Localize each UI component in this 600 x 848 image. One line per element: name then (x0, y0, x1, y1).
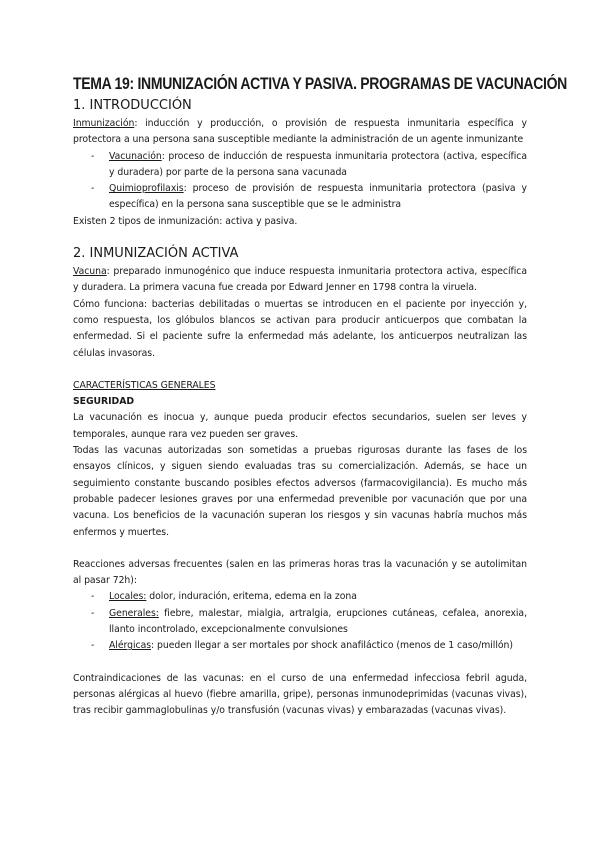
caracteristicas-generales-heading: CARACTERÍSTICAS GENERALES (73, 379, 216, 391)
list-item-quimioprofilaxis (73, 181, 527, 214)
document-title: TEMA 19: INMUNIZACIÓN ACTIVA Y PASIVA. PROGRAMAS DE VACUNACIÓN (73, 75, 568, 93)
document-page (73, 72, 568, 720)
seguridad-heading: SEGURIDAD (73, 396, 135, 408)
inmunizacion-types-list (73, 149, 527, 214)
reacciones-list (73, 589, 527, 654)
intro-closing: Existen 2 tipos de inmunización: activa y pasiva. (73, 215, 298, 227)
inmunizacion-definition (73, 116, 527, 149)
list-item-alergicas (73, 638, 527, 654)
quimioprofilaxis-text: : proceso de provisión de respuesta inmunitaria protectora (pasiva y específica) en la persona sana susceptible que se le administra (109, 183, 527, 211)
vacunacion-text: : proceso de inducción de respuesta inmunitaria protectora (activa, específica y duradera) por parte de la persona sana vacunada (109, 150, 527, 178)
reacciones-intro: Reacciones adversas frecuentes (salen en las primeras horas tras la vacunación y se autolimitan al pasar 72h): (73, 558, 527, 587)
vacunacion-term: Vacunación (109, 150, 162, 162)
vacuna-term: Vacuna (73, 266, 107, 278)
dash-bullet: - (91, 183, 95, 195)
inmunizacion-text: : inducción y producción, o provisión de respuesta inmunitaria específica y protectora a una persona sana susceptible mediante la administración de un agente inmunizante (73, 118, 527, 146)
generales-term: Generales: (109, 607, 159, 619)
section-heading-inmunizacion-activa: 2. INMUNIZACIÓN ACTIVA (73, 246, 239, 262)
alergicas-text: : pueden llegar a ser mortales por shock anafiláctico (menos de 1 caso/millón) (151, 640, 513, 652)
como-funciona-paragraph: Cómo funciona: bacterias debilitadas o muertas se introducen en el paciente por inyección y, como respuesta, los glóbulos blancos se activan para producir anticuerpos que combatan la enfermedad. Si el paciente sufre la enfermedad más adelante, los anticuerpos neutralizan las células invasoras. (73, 298, 527, 359)
alergicas-term: Alérgicas (109, 640, 152, 652)
list-item-vacunacion (73, 149, 527, 182)
quimioprofilaxis-term: Quimioprofilaxis (109, 183, 184, 195)
contraindicaciones-paragraph: Contraindicaciones de las vacunas: en el curso de una enfermedad infecciosa febril aguda, personas alérgicas al huevo (fiebre amarilla, gripe), personas inmunodeprimidas (vacunas vivas), tras recibir gammaglobulinas y/o transfusión (vacunas vivas) y embarazadas (vacunas vivas). (73, 672, 527, 717)
generales-text: fiebre, malestar, mialgia, artralgia, erupciones cutáneas, cefalea, anorexia, llanto incontrolado, excepcionalmente convulsiones (109, 607, 527, 636)
inmunizacion-term: Inmunización (73, 118, 135, 129)
section-heading-introduccion: 1. INTRODUCCIÓN (73, 98, 192, 113)
dash-bullet: - (91, 150, 95, 162)
seguridad-paragraph-1: La vacunación es inocua y, aunque pueda producir efectos secundarios, suelen ser leves y temporales, aunque rara vez pueden ser graves. (73, 412, 527, 440)
seguridad-paragraph-2: Todas las vacunas autorizadas son sometidas a pruebas rigurosas durante las fases de los ensayos clínicos, y siguen siendo evaluadas tras su comercialización. Además, se hace un seguimiento constante buscando posibles efectos adversos (farmacovigilancia). Es mucho más probable padecer lesiones graves por una enfermedad prevenible por vacunación que por una vacuna. Los beneficios de la vacunación superan los riesgos y sin vacunas habría muchos más enfermos y muertes. (73, 445, 527, 538)
dash-bullet: - (91, 591, 95, 603)
vacuna-definition (73, 264, 527, 297)
locales-text: dolor, induración, eritema, edema en la zona (146, 591, 357, 603)
dash-bullet: - (91, 607, 95, 619)
list-item-locales (73, 589, 527, 605)
list-item-generales (73, 606, 527, 639)
locales-term: Locales: (109, 591, 147, 603)
dash-bullet: - (91, 640, 95, 652)
vacuna-text: : preparado inmunogénico que induce respuesta inmunitaria protectora activa, específica y duradera. La primera vacuna fue creada por Edward Jenner en 1798 contra la viruela. (73, 266, 527, 294)
